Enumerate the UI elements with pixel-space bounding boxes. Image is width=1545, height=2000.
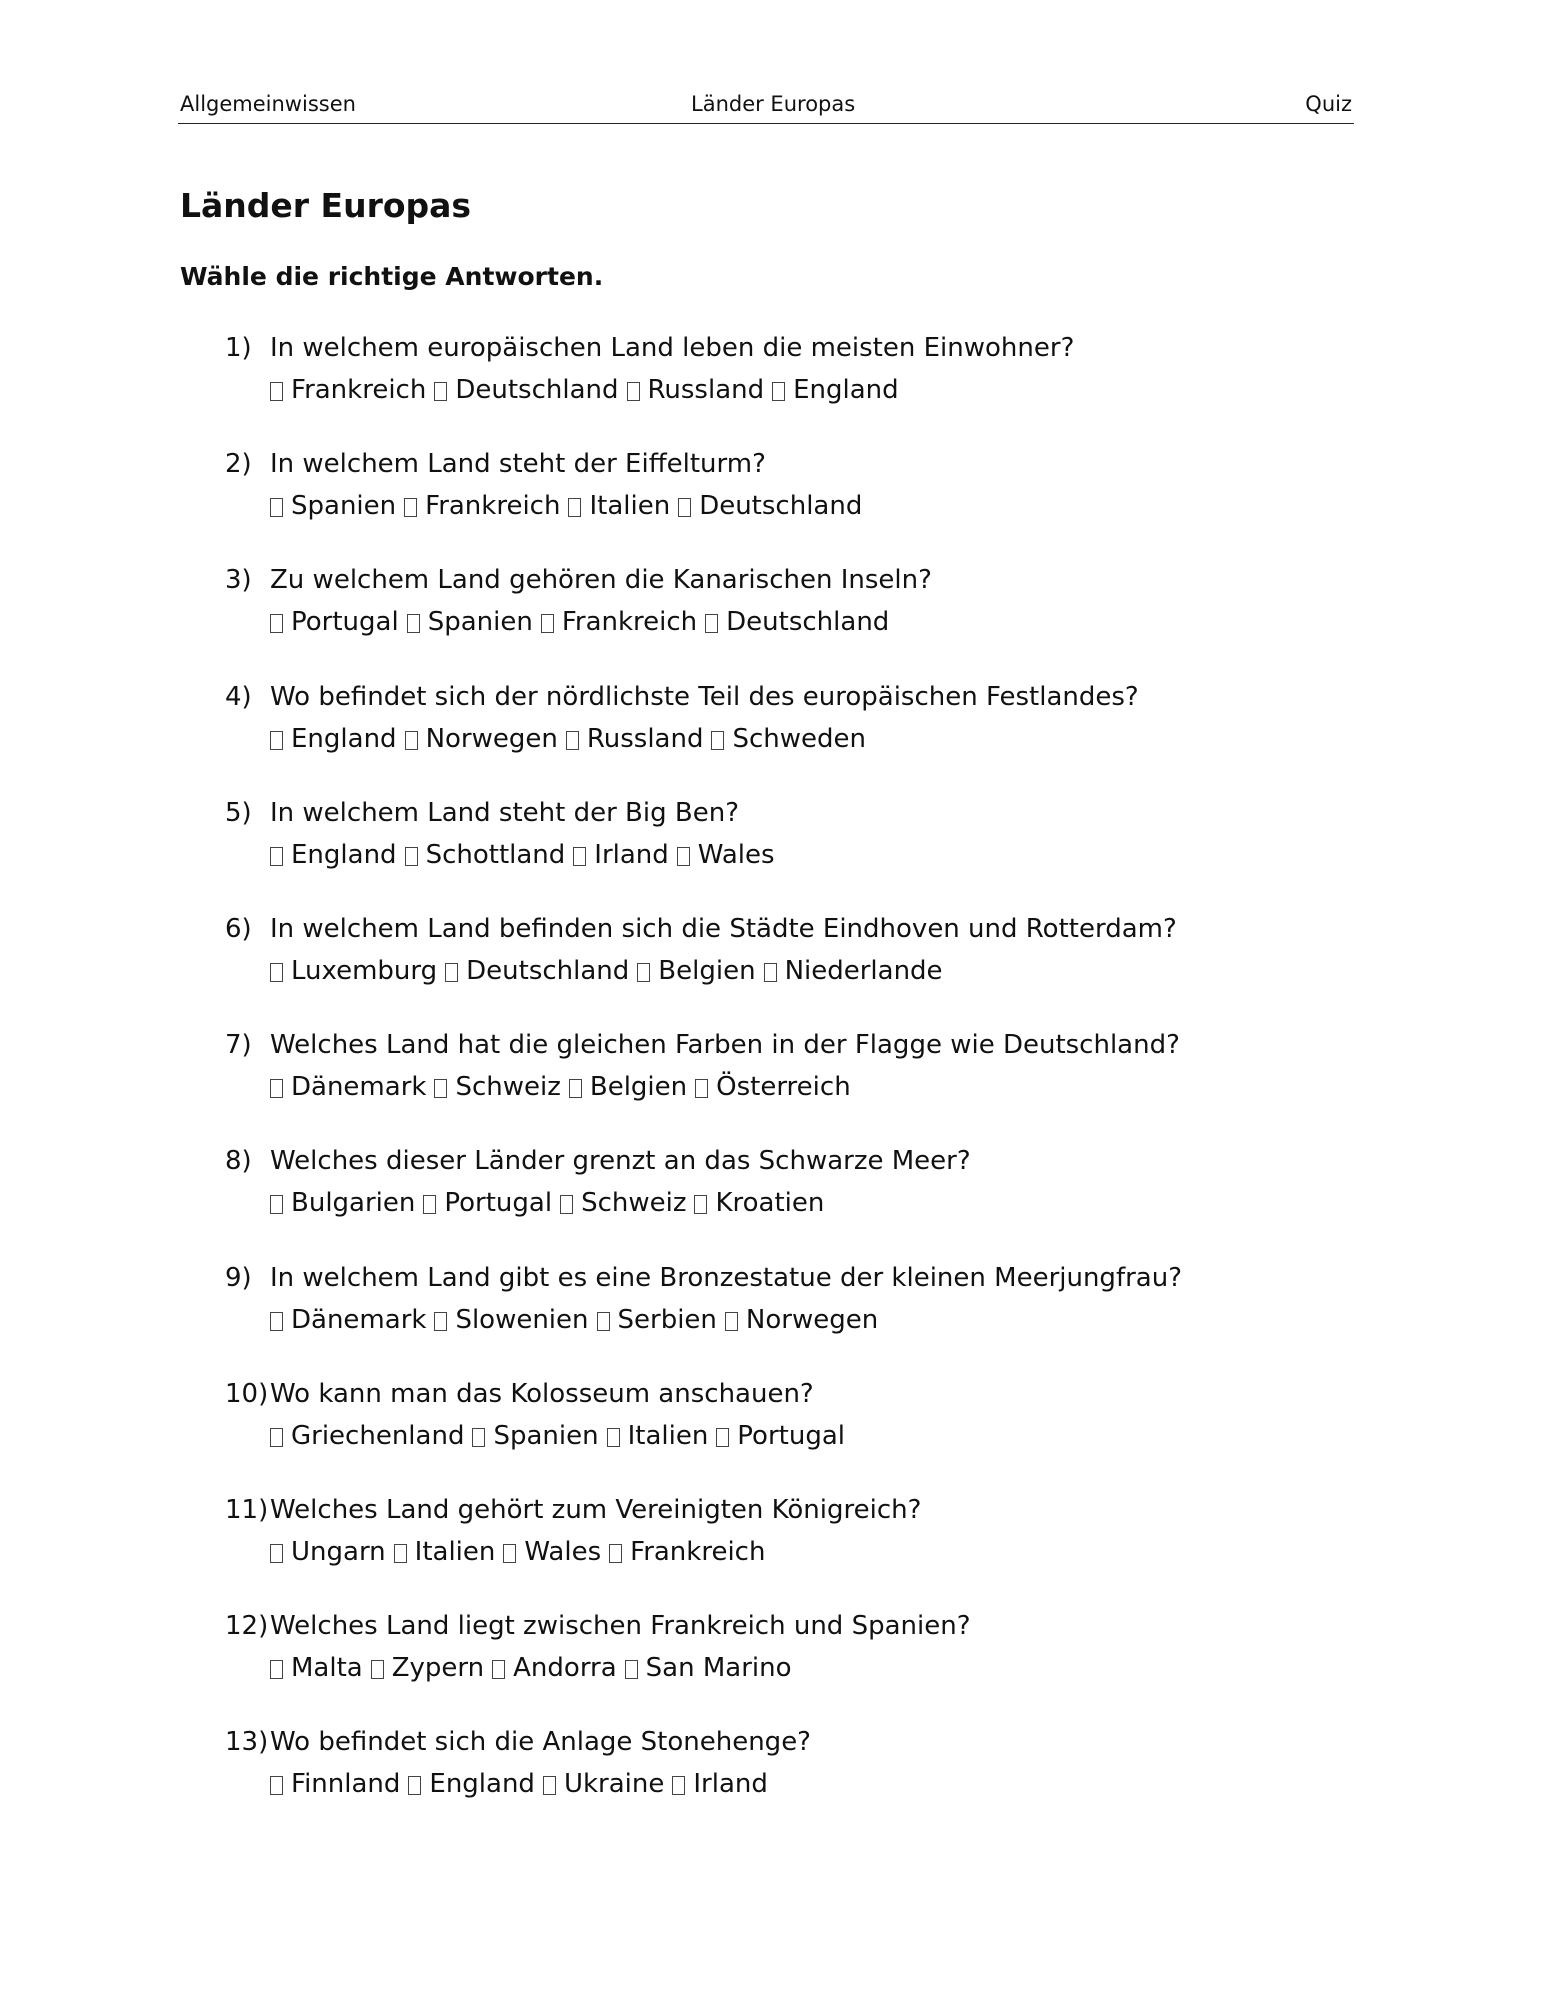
answer-option[interactable] xyxy=(569,1072,687,1102)
checkbox-icon[interactable] xyxy=(423,1195,436,1214)
answer-option[interactable] xyxy=(270,840,397,870)
answer-option[interactable] xyxy=(270,1305,426,1335)
answer-option[interactable] xyxy=(678,491,862,521)
checkbox-icon[interactable] xyxy=(270,731,283,750)
question-number: 8) xyxy=(225,1146,252,1176)
question-number: 7) xyxy=(225,1030,252,1060)
option-label: Österreich xyxy=(716,1072,851,1102)
answer-option[interactable] xyxy=(560,1188,686,1218)
option-label: Schottland xyxy=(425,840,566,870)
option-label: Dänemark xyxy=(291,1072,427,1102)
answer-option[interactable] xyxy=(405,724,558,754)
checkbox-icon[interactable] xyxy=(270,847,283,866)
answer-option[interactable] xyxy=(270,1072,426,1102)
answer-option[interactable] xyxy=(270,1188,415,1218)
answer-option[interactable] xyxy=(405,840,566,870)
question-text: Welches dieser Länder grenzt an das Schwarze Meer? xyxy=(270,1146,971,1176)
checkbox-icon[interactable] xyxy=(404,498,417,517)
option-label: Serbien xyxy=(617,1305,717,1335)
option-label: Dänemark xyxy=(291,1305,427,1335)
option-label: Portugal xyxy=(444,1188,553,1218)
checkbox-icon[interactable] xyxy=(434,382,447,401)
option-label: Frankreich xyxy=(425,491,561,521)
answer-option[interactable] xyxy=(270,375,426,405)
checkbox-icon[interactable] xyxy=(445,963,458,982)
answer-options xyxy=(270,840,783,870)
option-label: Frankreich xyxy=(291,375,427,405)
answer-option[interactable] xyxy=(445,956,629,986)
checkbox-icon[interactable] xyxy=(371,1660,384,1679)
answer-options xyxy=(270,1421,853,1451)
checkbox-icon[interactable] xyxy=(716,1428,729,1447)
checkbox-icon[interactable] xyxy=(270,1079,283,1098)
answer-option[interactable] xyxy=(394,1537,496,1567)
question-text: Wo befindet sich die Anlage Stonehenge? xyxy=(270,1727,811,1757)
checkbox-icon[interactable] xyxy=(270,1428,283,1447)
answer-option[interactable] xyxy=(725,1305,878,1335)
answer-option[interactable] xyxy=(677,840,775,870)
answer-options xyxy=(270,1537,773,1567)
question-text: Welches Land hat die gleichen Farben in der Flagge wie Deutschland? xyxy=(270,1030,1180,1060)
answer-options xyxy=(270,1188,832,1218)
answer-option[interactable] xyxy=(404,491,560,521)
answer-option[interactable] xyxy=(716,1421,845,1451)
checkbox-icon[interactable] xyxy=(270,1312,283,1331)
option-label: Deutschland xyxy=(699,491,863,521)
answer-options xyxy=(270,491,870,521)
checkbox-icon[interactable] xyxy=(270,1195,283,1214)
checkbox-icon[interactable] xyxy=(637,963,650,982)
answer-option[interactable] xyxy=(434,375,618,405)
answer-option[interactable] xyxy=(764,956,943,986)
checkbox-icon[interactable] xyxy=(472,1428,485,1447)
checkbox-icon[interactable] xyxy=(609,1544,622,1563)
question-number: 9) xyxy=(225,1263,252,1293)
option-label: Irland xyxy=(693,1769,768,1799)
checkbox-icon[interactable] xyxy=(405,847,418,866)
answer-options xyxy=(270,724,874,754)
checkbox-icon[interactable] xyxy=(764,963,777,982)
answer-option[interactable] xyxy=(270,491,396,521)
answer-option[interactable] xyxy=(637,956,755,986)
question-text: Zu welchem Land gehören die Kanarischen Inseln? xyxy=(270,565,932,595)
checkbox-icon[interactable] xyxy=(568,498,581,517)
answer-options xyxy=(270,1072,859,1102)
question-number: 1) xyxy=(225,333,252,363)
checkbox-icon[interactable] xyxy=(607,1428,620,1447)
answer-options xyxy=(270,1305,886,1335)
option-label: Irland xyxy=(594,840,669,870)
option-label: Griechenland xyxy=(291,1421,465,1451)
option-label: Schweiz xyxy=(455,1072,561,1102)
option-label: Russland xyxy=(586,724,704,754)
page-title: Länder Europas xyxy=(180,186,472,225)
option-label: England xyxy=(291,724,397,754)
question-text: Welches Land gehört zum Vereinigten Königreich? xyxy=(270,1495,922,1525)
checkbox-icon[interactable] xyxy=(672,1776,685,1795)
option-label: Belgien xyxy=(658,956,756,986)
answer-option[interactable] xyxy=(503,1537,601,1567)
option-label: Niederlande xyxy=(784,956,943,986)
answer-option[interactable] xyxy=(408,1769,535,1799)
checkbox-icon[interactable] xyxy=(677,847,690,866)
question-text: In welchem europäischen Land leben die meisten Einwohner? xyxy=(270,333,1075,363)
checkbox-icon[interactable] xyxy=(695,1079,708,1098)
option-label: Italien xyxy=(627,1421,709,1451)
option-label: Portugal xyxy=(737,1421,845,1451)
checkbox-icon[interactable] xyxy=(678,498,691,517)
checkbox-icon[interactable] xyxy=(705,614,718,633)
option-label: Luxemburg xyxy=(291,956,438,986)
option-label: Wales xyxy=(697,840,775,870)
checkbox-icon[interactable] xyxy=(597,1312,610,1331)
question-text: In welchem Land gibt es eine Bronzestatue der kleinen Meerjungfrau? xyxy=(270,1263,1182,1293)
question-number: 3) xyxy=(225,565,252,595)
answer-option[interactable] xyxy=(543,1769,664,1799)
header-subject: Allgemeinwissen xyxy=(180,92,356,116)
checkbox-icon[interactable] xyxy=(569,1079,582,1098)
option-label: Deutschland xyxy=(726,607,890,637)
option-label: Belgien xyxy=(589,1072,688,1102)
answer-option[interactable] xyxy=(472,1421,598,1451)
checkbox-icon[interactable] xyxy=(541,614,554,633)
option-label: Slowenien xyxy=(455,1305,589,1335)
answer-option[interactable] xyxy=(270,1769,400,1799)
instruction-text: Wähle die richtige Antworten. xyxy=(180,262,604,291)
checkbox-icon[interactable] xyxy=(627,382,640,401)
answer-option[interactable] xyxy=(270,607,399,637)
answer-option[interactable] xyxy=(492,1653,617,1683)
question-text: In welchem Land steht der Big Ben? xyxy=(270,798,739,828)
option-label: England xyxy=(793,375,899,405)
option-label: Frankreich xyxy=(630,1537,766,1567)
answer-option[interactable] xyxy=(270,1537,386,1567)
option-label: Ukraine xyxy=(563,1769,665,1799)
question-number: 4) xyxy=(225,682,252,712)
checkbox-icon[interactable] xyxy=(711,731,724,750)
checkbox-icon[interactable] xyxy=(270,382,283,401)
answer-option[interactable] xyxy=(566,724,704,754)
question-text: In welchem Land steht der Eiffelturm? xyxy=(270,449,766,479)
checkbox-icon[interactable] xyxy=(408,1776,421,1795)
answer-option[interactable] xyxy=(625,1653,792,1683)
answer-option[interactable] xyxy=(270,956,437,986)
checkbox-icon[interactable] xyxy=(543,1776,556,1795)
question-number: 6) xyxy=(225,914,252,944)
option-label: Kroatien xyxy=(715,1188,825,1218)
option-label: Bulgarien xyxy=(291,1188,416,1218)
checkbox-icon[interactable] xyxy=(434,1079,447,1098)
answer-option[interactable] xyxy=(672,1769,768,1799)
checkbox-icon[interactable] xyxy=(405,731,418,750)
option-label: Zypern xyxy=(391,1653,485,1683)
answer-option[interactable] xyxy=(627,375,765,405)
option-label: Andorra xyxy=(513,1653,617,1683)
option-label: San Marino xyxy=(645,1653,792,1683)
checkbox-icon[interactable] xyxy=(694,1195,707,1214)
answer-option[interactable] xyxy=(423,1188,552,1218)
answer-option[interactable] xyxy=(270,724,397,754)
checkbox-icon[interactable] xyxy=(772,382,785,401)
answer-option[interactable] xyxy=(609,1537,765,1567)
answer-options xyxy=(270,607,897,637)
checkbox-icon[interactable] xyxy=(434,1312,447,1331)
checkbox-icon[interactable] xyxy=(270,1544,283,1563)
option-label: Spanien xyxy=(427,607,533,637)
option-label: Norwegen xyxy=(745,1305,879,1335)
checkbox-icon[interactable] xyxy=(394,1544,407,1563)
answer-options xyxy=(270,1653,800,1683)
question-text: Welches Land liegt zwischen Frankreich und Spanien? xyxy=(270,1611,971,1641)
answer-option[interactable] xyxy=(434,1305,588,1335)
answer-option[interactable] xyxy=(407,607,533,637)
option-label: Finnland xyxy=(291,1769,401,1799)
question-number: 10) xyxy=(225,1379,269,1409)
answer-option[interactable] xyxy=(270,1421,464,1451)
checkbox-icon[interactable] xyxy=(560,1195,573,1214)
question-text: Wo kann man das Kolosseum anschauen? xyxy=(270,1379,814,1409)
checkbox-icon[interactable] xyxy=(503,1544,516,1563)
option-label: Italien xyxy=(414,1537,496,1567)
answer-options xyxy=(270,375,907,405)
option-label: Deutschland xyxy=(466,956,630,986)
question-text: Wo befindet sich der nördlichste Teil des europäischen Festlandes? xyxy=(270,682,1139,712)
checkbox-icon[interactable] xyxy=(270,963,283,982)
answer-option[interactable] xyxy=(711,724,866,754)
option-label: Italien xyxy=(589,491,671,521)
question-number: 11) xyxy=(225,1495,269,1525)
question-number: 5) xyxy=(225,798,252,828)
checkbox-icon[interactable] xyxy=(725,1312,738,1331)
option-label: Frankreich xyxy=(561,607,698,637)
answer-option[interactable] xyxy=(270,1653,363,1683)
question-text: In welchem Land befinden sich die Städte Eindhoven und Rotterdam? xyxy=(270,914,1177,944)
option-label: Deutschland xyxy=(455,375,619,405)
answer-option[interactable] xyxy=(597,1305,717,1335)
option-label: Russland xyxy=(647,375,765,405)
question-number: 12) xyxy=(225,1611,269,1641)
option-label: Norwegen xyxy=(425,724,558,754)
option-label: Portugal xyxy=(291,607,399,637)
option-label: England xyxy=(429,1769,535,1799)
answer-options xyxy=(270,1769,776,1799)
option-label: Schweiz xyxy=(581,1188,687,1218)
answer-option[interactable] xyxy=(371,1653,484,1683)
checkbox-icon[interactable] xyxy=(566,731,579,750)
answer-option[interactable] xyxy=(573,840,669,870)
option-label: Schweden xyxy=(732,724,866,754)
option-label: Malta xyxy=(291,1653,363,1683)
checkbox-icon[interactable] xyxy=(573,847,586,866)
header-type: Quiz xyxy=(1305,92,1352,116)
checkbox-icon[interactable] xyxy=(270,1776,283,1795)
answer-option[interactable] xyxy=(772,375,899,405)
checkbox-icon[interactable] xyxy=(270,614,283,633)
answer-option[interactable] xyxy=(695,1072,851,1102)
answer-options xyxy=(270,956,951,986)
option-label: Wales xyxy=(524,1537,602,1567)
question-number: 13) xyxy=(225,1727,269,1757)
question-number: 2) xyxy=(225,449,252,479)
header-topic: Länder Europas xyxy=(691,92,856,116)
answer-option[interactable] xyxy=(568,491,670,521)
checkbox-icon[interactable] xyxy=(625,1660,638,1679)
checkbox-icon[interactable] xyxy=(270,498,283,517)
option-label: England xyxy=(291,840,397,870)
checkbox-icon[interactable] xyxy=(407,614,420,633)
answer-option[interactable] xyxy=(607,1421,709,1451)
answer-option[interactable] xyxy=(705,607,889,637)
option-label: Ungarn xyxy=(291,1537,386,1567)
answer-option[interactable] xyxy=(694,1188,824,1218)
answer-option[interactable] xyxy=(541,607,697,637)
answer-option[interactable] xyxy=(434,1072,560,1102)
option-label: Spanien xyxy=(493,1421,599,1451)
checkbox-icon[interactable] xyxy=(492,1660,505,1679)
checkbox-icon[interactable] xyxy=(270,1660,283,1679)
option-label: Spanien xyxy=(291,491,397,521)
